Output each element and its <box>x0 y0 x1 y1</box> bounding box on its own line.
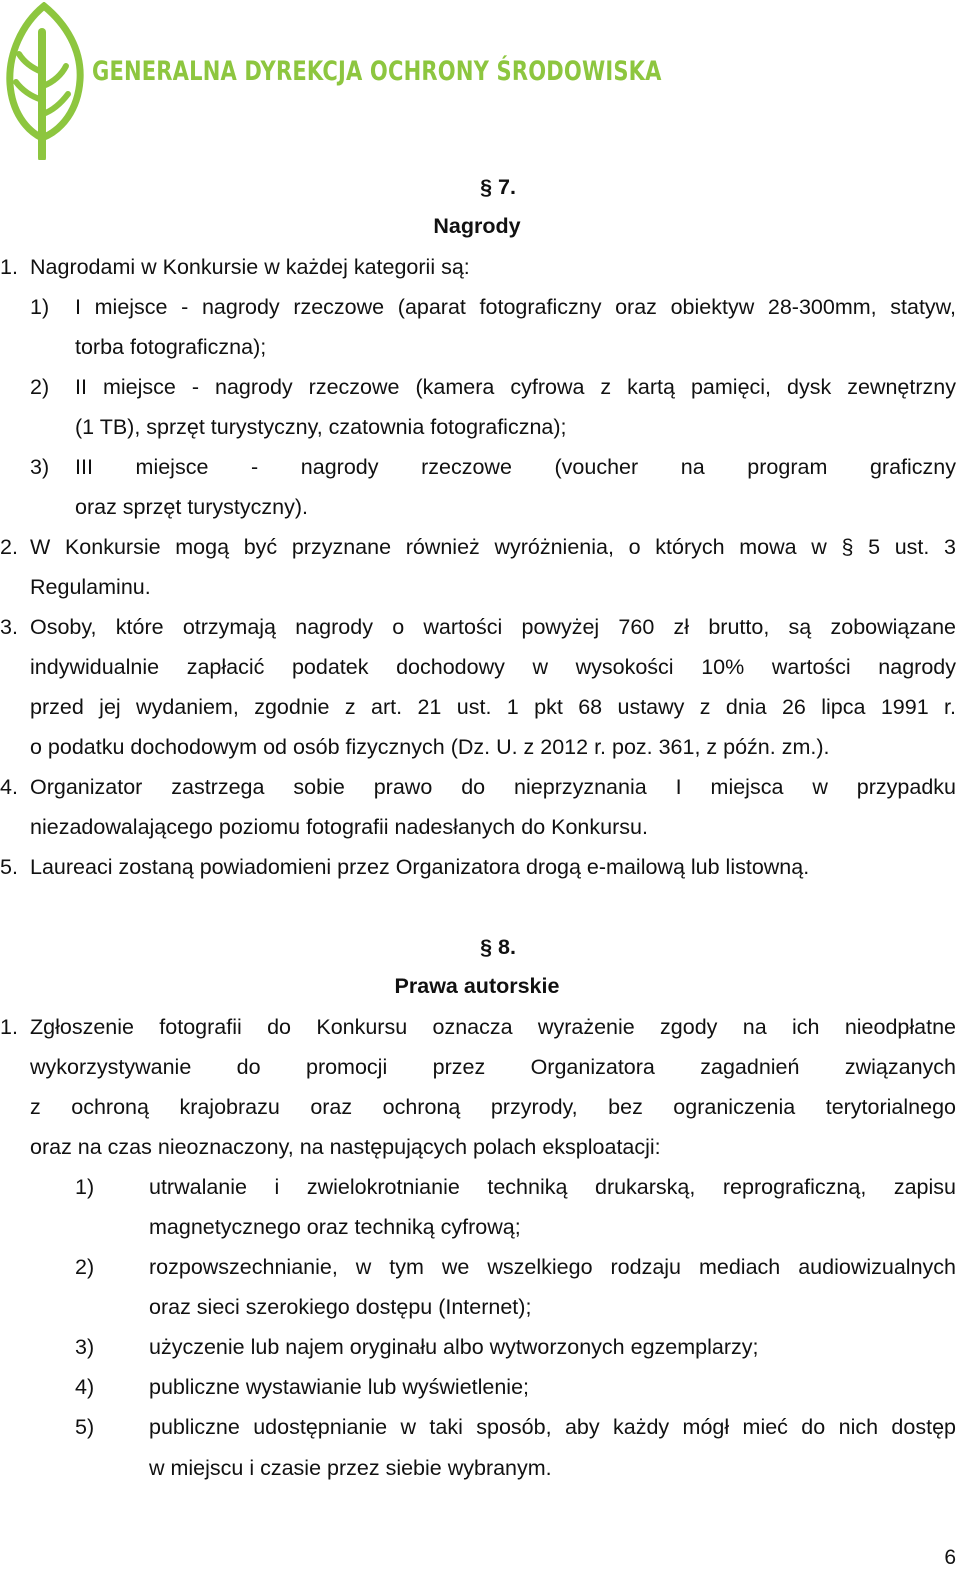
s8-p1-item5-number: 5) <box>75 1415 95 1439</box>
s7-p1-item2-line2: (1 TB), sprzęt turystyczny, czatownia fotograficzna); <box>75 415 567 439</box>
section-7-title: Nagrody <box>433 214 521 238</box>
s8-p1-item2-number: 2) <box>75 1255 95 1279</box>
s8-p1-item5-line1: publiczne udostępnianie w taki sposób, aby każdy mógł mieć do nich dostęp <box>149 1415 956 1439</box>
s8-p1-number: 1. <box>0 1015 18 1039</box>
s8-p1-line2: wykorzystywanie do promocji przez Organizatora zagadnień związanych <box>30 1055 956 1079</box>
s8-p1-line4: oraz na czas nieoznaczony, na następujących polach eksploatacji: <box>30 1135 661 1159</box>
s7-p1-number: 1. <box>0 255 18 279</box>
organization-name: GENERALNA DYREKCJA OCHRONY ŚRODOWISKA <box>92 56 662 87</box>
s7-p1-item2-line1: II miejsce - nagrody rzeczowe (kamera cyfrowa z kartą pamięci, dysk zewnętrzny <box>75 375 956 399</box>
s7-p4-line1: Organizator zastrzega sobie prawo do nieprzyznania I miejsca w przypadku <box>30 775 956 799</box>
s8-p1-line3: z ochroną krajobrazu oraz ochroną przyrody, bez ograniczenia terytorialnego <box>30 1095 956 1119</box>
s7-p2-number: 2. <box>0 535 18 559</box>
s8-p1-line1: Zgłoszenie fotografii do Konkursu oznacza wyrażenie zgody na ich nieodpłatne <box>30 1015 956 1039</box>
page-number: 6 <box>944 1546 956 1569</box>
s7-p5-line1: Laureaci zostaną powiadomieni przez Organizatora drogą e-mailową lub listowną. <box>30 855 810 879</box>
s8-p1-item1-line1: utrwalanie i zwielokrotnianie techniką drukarską, reprograficzną, zapisu <box>149 1175 956 1199</box>
s8-p1-item4-line1: publiczne wystawianie lub wyświetlenie; <box>149 1375 530 1399</box>
s7-p1-item3-line1: III miejsce - nagrody rzeczowe (voucher na program graficzny <box>75 455 956 479</box>
s7-p3-line3: przed jej wydaniem, zgodnie z art. 21 ust. 1 pkt 68 ustawy z dnia 26 lipca 1991 r. <box>30 695 956 719</box>
section-8-number: § 8. <box>480 935 516 959</box>
leaf-tree-icon <box>4 2 84 160</box>
s7-p3-line1: Osoby, które otrzymają nagrody o wartości powyżej 760 zł brutto, są zobowiązane <box>30 615 956 639</box>
s7-p1-item1-line2: torba fotograficzna); <box>75 335 267 359</box>
s8-p1-item1-line2: magnetycznego oraz techniką cyfrową; <box>149 1215 521 1239</box>
s8-p1-item4-number: 4) <box>75 1375 95 1399</box>
s8-p1-item2-line2: oraz sieci szerokiego dostępu (Internet); <box>149 1295 532 1319</box>
s8-p1-item3-number: 3) <box>75 1335 95 1359</box>
s7-p1-item2-number: 2) <box>30 375 50 399</box>
s7-p2-line1: W Konkursie mogą być przyznane również wyróżnienia, o których mowa w § 5 ust. 3 <box>30 535 956 559</box>
s7-p2-line2: Regulaminu. <box>30 575 151 599</box>
s7-p3-line2: indywidualnie zapłacić podatek dochodowy w wysokości 10% wartości nagrody <box>30 655 956 679</box>
s8-p1-item2-line1: rozpowszechnianie, w tym we wszelkiego rodzaju mediach audiowizualnych <box>149 1255 956 1279</box>
section-8-title: Prawa autorskie <box>394 974 560 998</box>
s7-p3-line4: o podatku dochodowym od osób fizycznych (Dz. U. z 2012 r. poz. 361, z późn. zm.). <box>30 735 830 759</box>
s7-p1-item3-line2: oraz sprzęt turystyczny). <box>75 495 308 519</box>
s7-p3-number: 3. <box>0 615 18 639</box>
s7-p1-item1-number: 1) <box>30 295 50 319</box>
s7-p4-line2: niezadowalającego poziomu fotografii nadesłanych do Konkursu. <box>30 815 648 839</box>
s7-p1-item1-line1: I miejsce - nagrody rzeczowe (aparat fotograficzny oraz obiektyw 28-300mm, statyw, <box>75 295 956 319</box>
s7-p1-text: Nagrodami w Konkursie w każdej kategorii są: <box>30 255 470 279</box>
s7-p4-number: 4. <box>0 775 18 799</box>
s7-p1-item3-number: 3) <box>30 455 50 479</box>
s8-p1-item5-line2: w miejscu i czasie przez siebie wybranym. <box>149 1456 552 1480</box>
s8-p1-item3-line1: użyczenie lub najem oryginału albo wytworzonych egzemplarzy; <box>149 1335 759 1359</box>
page-header <box>0 0 960 165</box>
s7-p5-number: 5. <box>0 855 18 879</box>
section-7-number: § 7. <box>480 175 516 199</box>
s8-p1-item1-number: 1) <box>75 1175 95 1199</box>
